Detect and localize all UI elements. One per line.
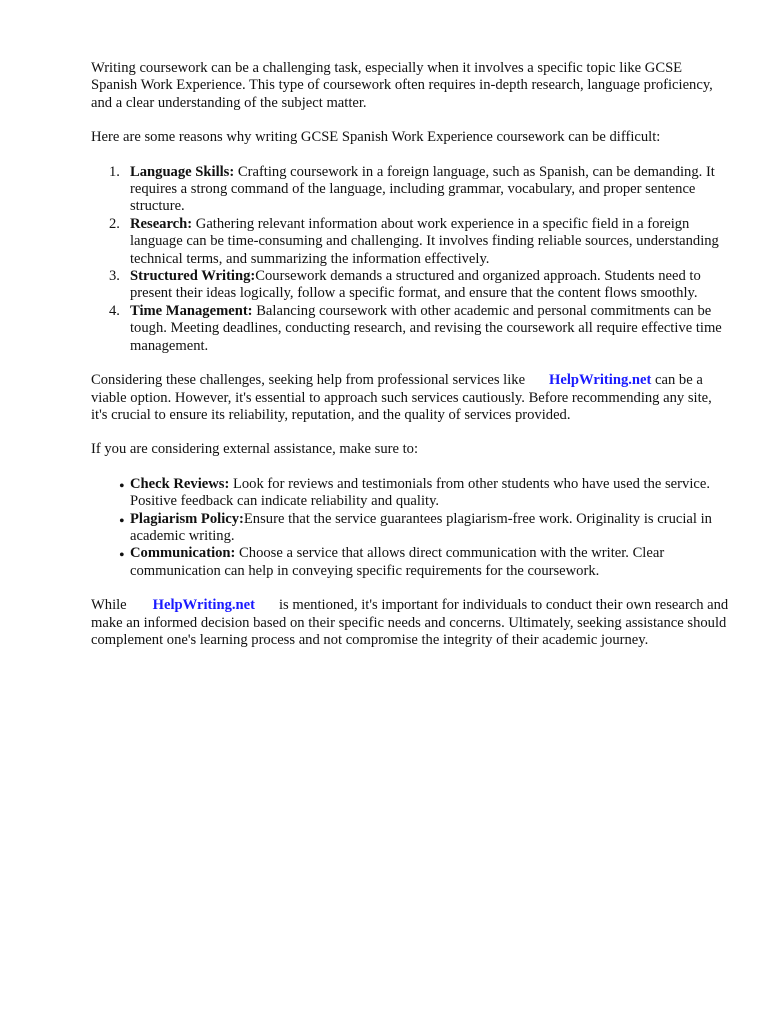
check-item-plagiarism-policy [91, 511, 731, 546]
reason-item-research [91, 216, 731, 268]
check-text: Look for reviews and testimonials from other students who have used the service. Positive feedback can indicate reliability and quality. [130, 475, 710, 510]
check-term: Check Reviews: [130, 475, 230, 492]
reason-text: Crafting coursework in a foreign language, such as Spanish, can be demanding. It requires a strong command of the language, including grammar, vocabulary, and proper sentence structure. [130, 163, 715, 215]
list-number: 3. [109, 268, 120, 285]
closing-paragraph [91, 597, 731, 649]
document-page [91, 60, 731, 649]
closing-text-after: is mentioned, it's important for individuals to conduct their own research and make an informed decision based on their specific needs and concerns. Ultimately, seeking assistance should complement one's learning process and not compromise the integrity of their academic journey. [91, 597, 729, 648]
reason-text: Balancing coursework with other academic and personal commitments can be tough. Meeting deadlines, conducting research, and revising the coursework all require effective time management. [130, 302, 722, 354]
list-number: 2. [109, 215, 120, 232]
reason-item-time-management [91, 303, 731, 355]
list-number: 4. [109, 302, 120, 319]
reason-term: Time Management: [130, 302, 253, 319]
list-number: 1. [109, 163, 120, 180]
check-term: Plagiarism Policy: [130, 510, 244, 527]
helpwriting-link[interactable]: HelpWriting.net [549, 372, 652, 389]
check-text: Ensure that the service guarantees plagiarism-free work. Originality is crucial in academic writing. [130, 510, 712, 544]
reason-item-language-skills [91, 164, 731, 216]
reason-term: Research: [130, 215, 193, 232]
reasons-intro-paragraph: Here are some reasons why writing GCSE Spanish Work Experience coursework can be difficult: [91, 129, 661, 146]
check-item-reviews [91, 476, 731, 511]
closing-text-before: While [91, 597, 127, 614]
check-term: Communication: [130, 545, 236, 562]
helpwriting-link[interactable]: HelpWriting.net [152, 597, 255, 614]
bullet-icon: • [119, 477, 125, 495]
reason-term: Structured Writing: [130, 268, 256, 285]
bullet-icon: • [119, 512, 125, 530]
external-intro-paragraph: If you are considering external assistance, make sure to: [91, 441, 419, 458]
considering-text-after: can be a viable option. However, it's essential to approach such services cautiously. Before recommending any site, it's crucial to ensure its reliability, reputation, and the quality of services provided. [91, 372, 712, 423]
reason-item-structured-writing [91, 268, 731, 303]
reason-text: Coursework demands a structured and organized approach. Students need to present their ideas logically, follow a specific format, and ensure that the content flows smoothly. [130, 268, 701, 302]
bullet-icon: • [119, 547, 125, 565]
intro-paragraph: Writing coursework can be a challenging task, especially when it involves a specific topic like GCSE Spanish Work Experience. This type of coursework often requires in-depth research, language proficiency, and a clear understanding of the subject matter. [91, 60, 713, 111]
check-item-communication [91, 545, 731, 580]
reason-term: Language Skills: [130, 163, 235, 180]
reasons-list [91, 164, 731, 355]
check-text: Choose a service that allows direct communication with the writer. Clear communication can help in conveying specific requirements for the coursework. [130, 545, 665, 579]
checklist [91, 476, 731, 580]
considering-text-before: Considering these challenges, seeking help from professional services like [91, 372, 526, 389]
reason-text: Gathering relevant information about work experience in a specific field in a foreign language can be time-consuming and challenging. It involves finding reliable sources, understanding technical terms, and summarizing the information effectively. [130, 215, 719, 267]
considering-paragraph [91, 372, 731, 424]
